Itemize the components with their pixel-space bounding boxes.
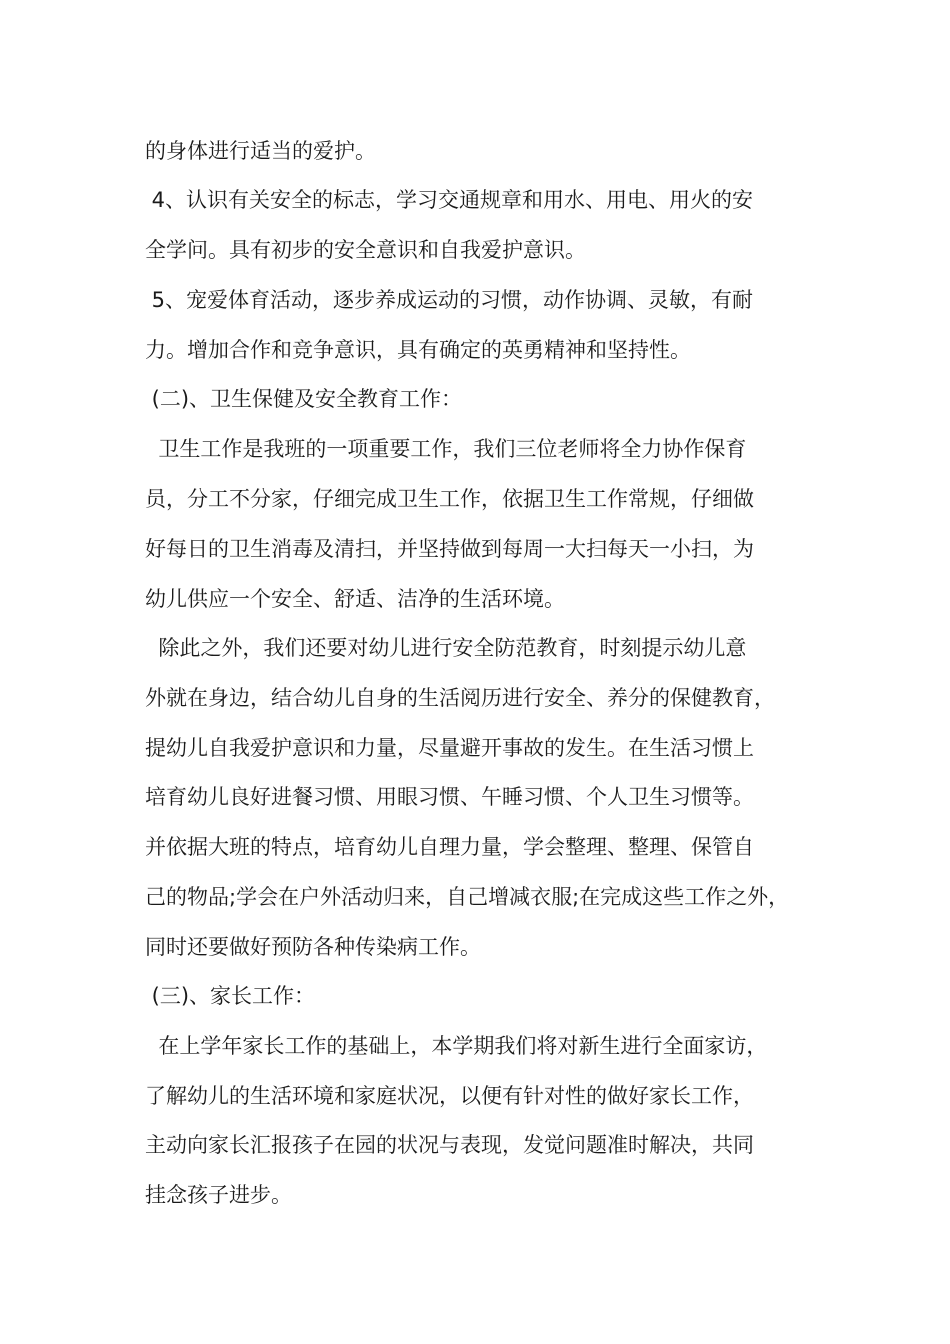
text-line: 同时还要做好预防各种传染病工作。	[145, 935, 481, 959]
text-line: 幼儿供应一个安全、舒适、洁净的生活环境。	[145, 587, 565, 611]
text-line: 了解幼儿的生活环境和家庭状况，以便有针对性的做好家长工作，	[145, 1084, 754, 1108]
text-line: 4、认识有关安全的标志，学习交通规章和用水、用电、用火的安	[145, 188, 754, 212]
text-line: 力。增加合作和竞争意识，具有确定的英勇精神和坚持性。	[145, 338, 691, 362]
section-heading: (二)、卫生保健及安全教育工作：	[145, 387, 463, 411]
text-line: 培育幼儿良好进餐习惯、用眼习惯、午睡习惯、个人卫生习惯等。	[145, 785, 754, 809]
text-line: 提幼儿自我爱护意识和力量，尽量避开事故的发生。在生活习惯上	[145, 736, 754, 760]
text-line: 挂念孩子进步。	[145, 1183, 292, 1207]
text-line: 己的物品;学会在户外活动归来，自己增减衣服;在完成这些工作之外，	[145, 885, 790, 909]
text-line: 主动向家长汇报孩子在园的状况与表现，发觉问题准时解决，共同	[145, 1133, 754, 1157]
text-line: 好每日的卫生消毒及清扫，并坚持做到每周一大扫每天一小扫，为	[145, 537, 754, 561]
text-line: 5、宠爱体育活动，逐步养成运动的习惯，动作协调、灵敏，有耐	[145, 288, 754, 312]
text-line: 卫生工作是我班的一项重要工作，我们三位老师将全力协作保育	[145, 437, 747, 461]
section-heading: (三)、家长工作：	[145, 984, 316, 1008]
text-line: 的身体进行适当的爱护。	[145, 139, 376, 163]
text-line: 并依据大班的特点，培育幼儿自理力量，学会整理、整理、保管自	[145, 835, 754, 859]
text-line: 员，分工不分家，仔细完成卫生工作，依据卫生工作常规，仔细做	[145, 487, 754, 511]
text-line: 在上学年家长工作的基础上，本学期我们将对新生进行全面家访，	[145, 1034, 768, 1058]
text-line: 除此之外，我们还要对幼儿进行安全防范教育，时刻提示幼儿意	[145, 636, 747, 660]
text-line: 外就在身边，结合幼儿自身的生活阅历进行安全、养分的保健教育，	[145, 686, 775, 710]
text-line: 全学问。具有初步的安全意识和自我爱护意识。	[145, 238, 586, 262]
